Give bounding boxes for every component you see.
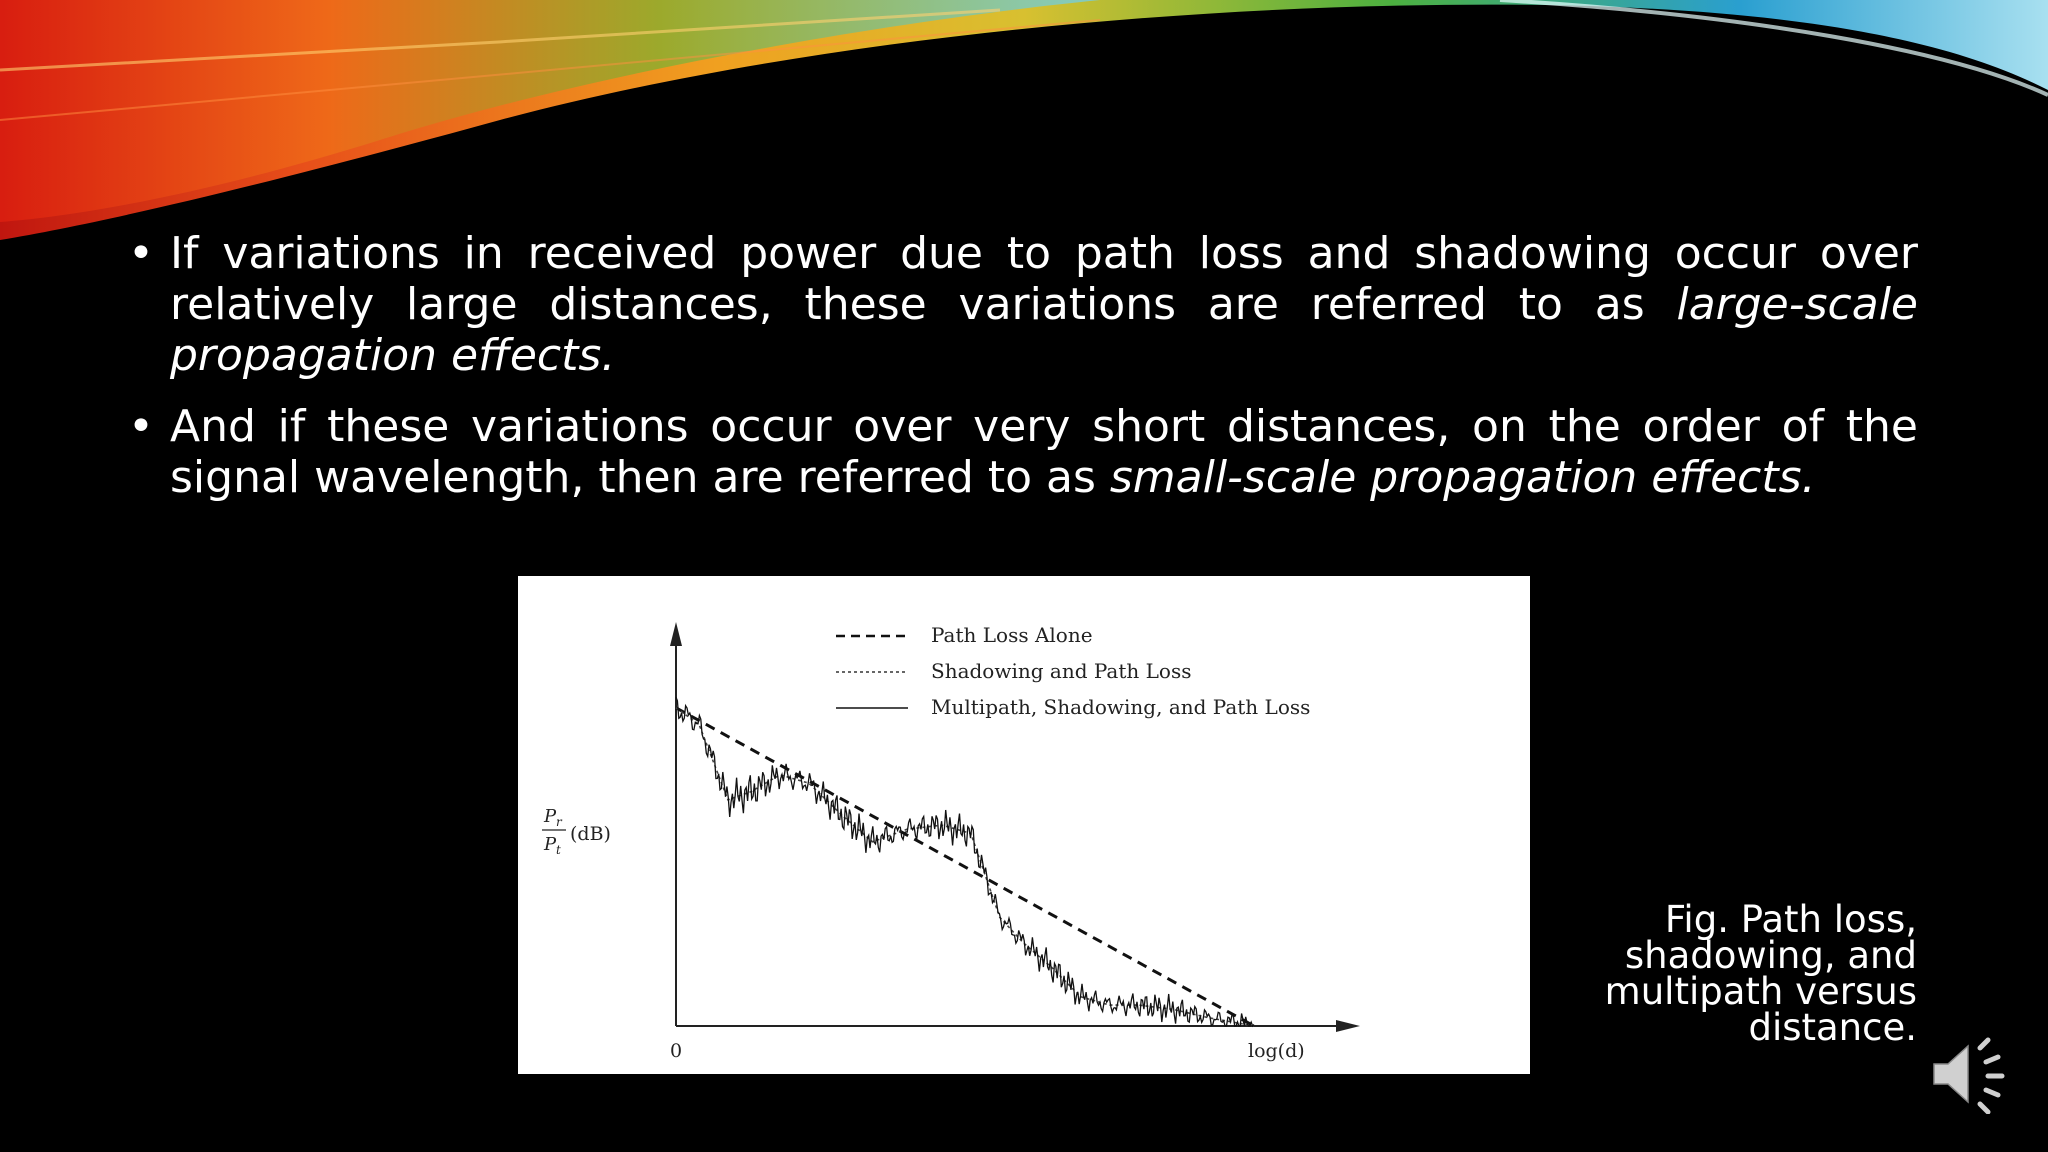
y-label-numerator: P xyxy=(544,806,557,827)
decorative-swoosh-banner xyxy=(0,0,2048,260)
series-layer xyxy=(676,697,1254,1026)
legend-label: Shadowing and Path Loss xyxy=(931,659,1192,683)
bullet-glyph: • xyxy=(128,401,154,452)
legend-label: Multipath, Shadowing, and Path Loss xyxy=(931,695,1311,719)
legend-label: Path Loss Alone xyxy=(931,623,1093,647)
bullet-text: If variations in received power due to path loss and shadowing occur over relatively large distances, these variations are referred to as xyxy=(170,228,1918,330)
x-axis-label: log(d) xyxy=(1248,1040,1305,1062)
series-path-loss-line xyxy=(676,708,1254,1026)
x-origin-label: 0 xyxy=(670,1040,683,1062)
bullet-item xyxy=(128,228,1918,381)
figure-path-loss-chart xyxy=(518,576,1530,1074)
bullet-list xyxy=(128,228,1918,523)
y-label-unit: (dB) xyxy=(570,823,611,845)
figure-caption: Fig. Path loss, shadowing, and multipath versus distance. xyxy=(1604,898,1917,1049)
speaker-volume-icon[interactable] xyxy=(1928,1034,2012,1114)
x-axis-arrow xyxy=(1336,1020,1360,1032)
series-multipath-line xyxy=(676,697,1254,1026)
y-label-denominator: P xyxy=(544,834,557,855)
bullet-glyph: • xyxy=(128,228,154,279)
bullet-emphasis: small-scale propagation effects. xyxy=(1109,452,1816,503)
chart-svg xyxy=(518,576,1530,1074)
bullet-text: And if these variations occur over very short distances, on the order of the signal wavelength, then are referred to as xyxy=(170,401,1918,503)
y-label-numerator-sub: r xyxy=(556,815,562,829)
bullet-emphasis: large-scale propagation effects. xyxy=(170,279,1918,381)
bullet-item xyxy=(128,401,1918,503)
y-axis-arrow xyxy=(670,622,682,646)
y-label-denominator-sub: t xyxy=(556,843,561,857)
